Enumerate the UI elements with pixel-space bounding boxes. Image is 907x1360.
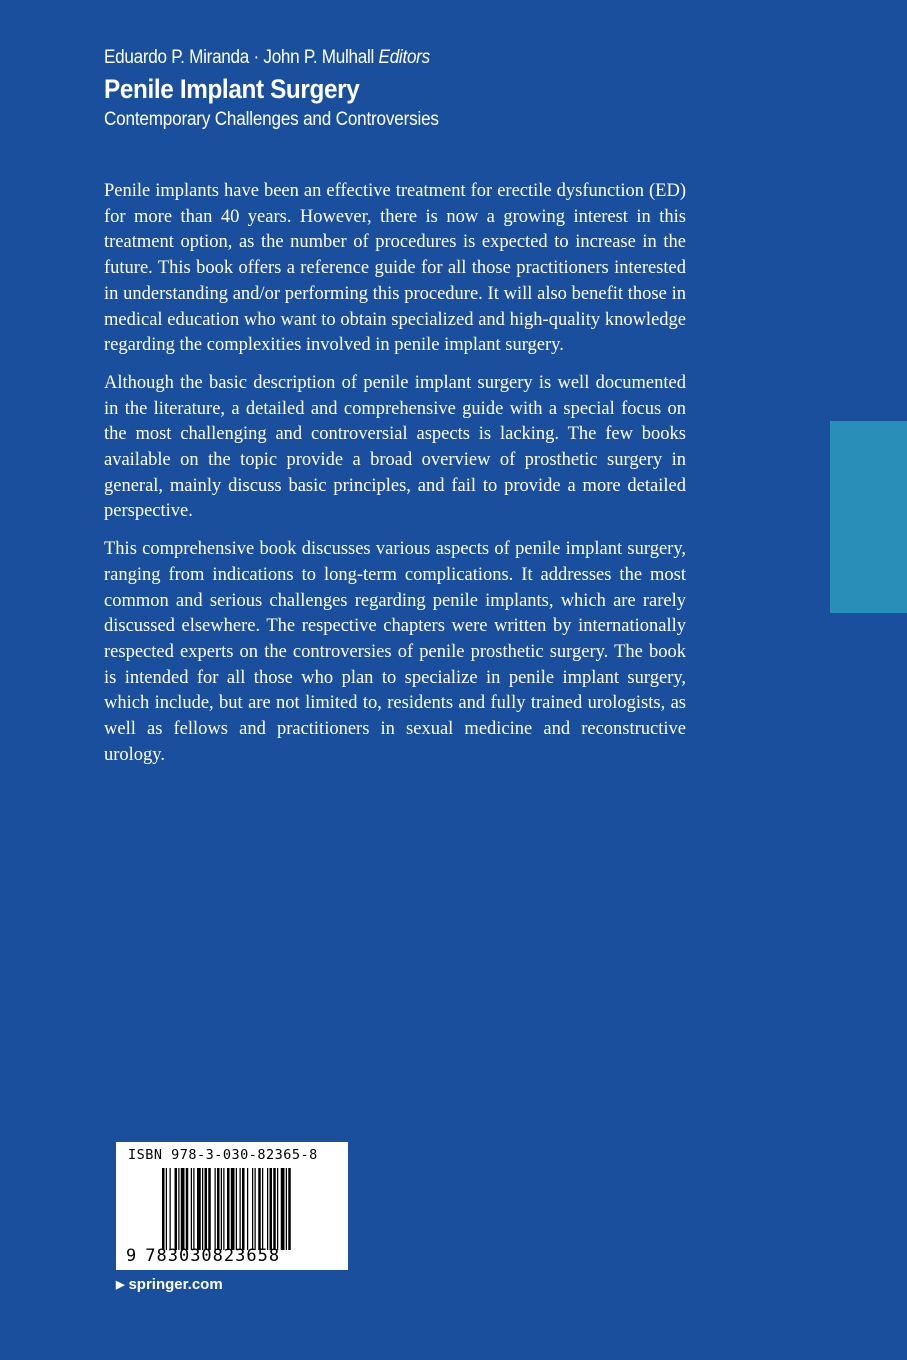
barcode-bar	[197, 1168, 201, 1250]
barcode-bar	[286, 1168, 287, 1250]
book-title: Penile Implant Surgery	[104, 74, 360, 104]
barcode-bar	[186, 1168, 189, 1250]
back-cover-blurb	[104, 179, 686, 780]
barcode-bar	[202, 1168, 203, 1250]
barcode-bar	[252, 1168, 253, 1250]
barcode-bar	[227, 1168, 230, 1250]
blurb-paragraph: This comprehensive book discusses various aspects of penile implant surgery, ranging from indications to long-term complications. It addresses the most common and serious challenges regarding penile implants, which are rarely discussed elsewhere. The respective chapters were written by internationally respected experts on the controversies of penile prosthetic surgery. The book is intended for all those who plan to specialize in penile implant surgery, which include, but are not limited to, residents and fully trained urologists, as well as fellows and practitioners in sexual medicine and reconstructive urology.	[104, 539, 686, 765]
book-subtitle: Contemporary Challenges and Controversies	[104, 109, 439, 130]
color-tab	[830, 421, 907, 613]
barcode-bar	[178, 1168, 179, 1250]
isbn-label: ISBN 978-3-030-82365-8	[128, 1147, 318, 1163]
barcode-bar	[170, 1168, 171, 1250]
barcode-bar	[258, 1168, 261, 1250]
barcode-bar	[193, 1168, 194, 1250]
barcode-bar	[273, 1168, 276, 1250]
blurb-paragraph: Penile implants have been an effective treatment for erectile dysfunction (ED) for more than 40 years. However, there is now a growing interest in this treatment option, as the number of procedures is expected to increase in the future. This book offers a reference guide for all those practitioners interested in understanding and/or performing this procedure. It will also benefit those in medical education who want to obtain specialized and high-quality knowledge regarding the complexities involved in penile implant surgery.	[104, 181, 686, 356]
editors-names: Eduardo P. Miranda · John P. Mulhall	[104, 47, 375, 68]
barcode-bar	[277, 1168, 278, 1250]
barcode-bar	[236, 1168, 237, 1250]
ean-digits-main: 783030823658	[145, 1246, 281, 1266]
isbn-barcode	[116, 1142, 348, 1270]
barcode-bar	[247, 1168, 248, 1250]
ean-lead-digit: 9	[126, 1246, 138, 1266]
arrow-right-icon: ▶	[116, 1279, 125, 1291]
ean-digits	[126, 1246, 340, 1266]
barcode-bar	[175, 1168, 178, 1250]
barcode-bar	[205, 1168, 208, 1250]
barcode-bar	[242, 1168, 245, 1250]
barcode-bar	[217, 1168, 220, 1250]
barcode-bar	[270, 1168, 273, 1250]
barcode-bar	[221, 1168, 222, 1250]
barcode-bar	[240, 1168, 241, 1250]
barcode-bar	[288, 1168, 291, 1250]
barcode-bar	[162, 1168, 165, 1250]
barcode-bar	[181, 1168, 185, 1250]
barcode-bar	[255, 1168, 256, 1250]
barcode-bar	[208, 1168, 211, 1250]
barcode-bar	[267, 1168, 268, 1250]
website-label: springer.com	[128, 1276, 223, 1293]
editors-line	[104, 44, 662, 72]
publisher-link[interactable]	[116, 1276, 223, 1293]
barcode-bar	[281, 1168, 285, 1250]
barcode-bar	[166, 1168, 167, 1250]
cover-header	[104, 44, 724, 134]
barcode-bar	[223, 1168, 224, 1250]
editors-role: Editors	[378, 47, 430, 68]
barcode-bar	[191, 1168, 192, 1250]
barcode-bar	[262, 1168, 263, 1250]
barcode-bar	[215, 1168, 216, 1250]
barcode-bar	[231, 1168, 235, 1250]
barcode-bars	[162, 1168, 332, 1250]
blurb-paragraph: Although the basic description of penile implant surgery is well documented in the literature, a detailed and comprehensive guide with a special focus on the most challenging and controversial aspects is lacking. The few books available on the topic provide a broad overview of prosthetic surgery in general, mainly discuss basic principles, and fail to provide a more detailed perspective.	[104, 372, 686, 522]
